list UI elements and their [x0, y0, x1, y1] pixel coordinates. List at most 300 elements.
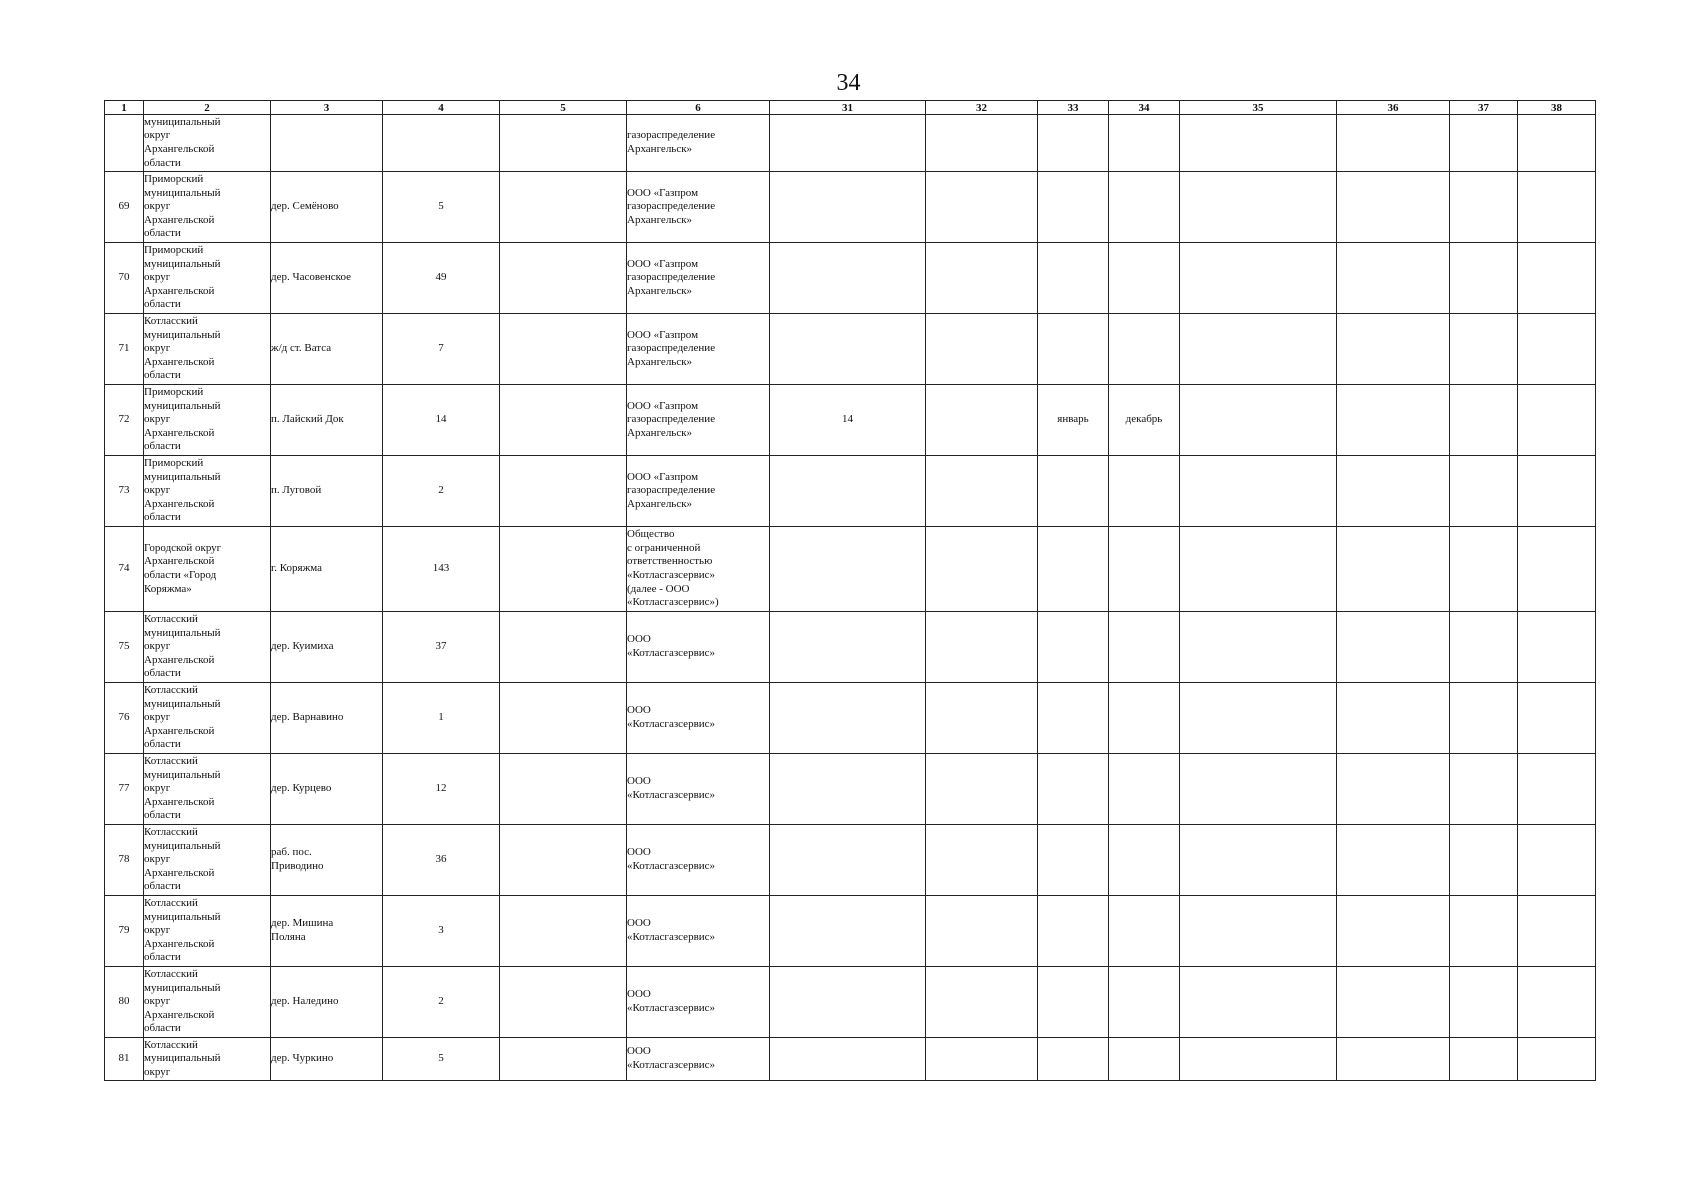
- row-number: 81: [105, 1038, 144, 1081]
- col38-cell: [1518, 314, 1596, 385]
- col35-cell: [1180, 967, 1337, 1038]
- district-cell-line: муниципальный: [144, 839, 221, 852]
- col31-cell: [770, 314, 926, 385]
- organization-cell: [627, 172, 770, 243]
- row-number: 76: [105, 683, 144, 754]
- row-number: 79: [105, 896, 144, 967]
- col35-cell: [1180, 172, 1337, 243]
- district-cell-line: области: [144, 227, 181, 240]
- district-cell-line: Котласский: [144, 968, 198, 981]
- organization-cell-line: ответственностью: [627, 555, 713, 568]
- district-cell-line: Архангельской: [144, 355, 215, 368]
- col31-cell: [770, 612, 926, 683]
- organization-cell: [627, 456, 770, 527]
- count-cell: 12: [383, 754, 500, 825]
- count-cell: 49: [383, 243, 500, 314]
- column-header-35: 35: [1180, 101, 1337, 115]
- district-cell-line: области: [144, 440, 181, 453]
- col5-cell: [500, 172, 627, 243]
- organization-cell-line: ООО: [627, 988, 651, 1001]
- settlement-cell-line: Поляна: [271, 931, 306, 943]
- organization-cell-line: «Котласгазсервис»: [627, 931, 716, 943]
- settlement-cell: [271, 1038, 383, 1081]
- settlement-cell: [271, 527, 383, 612]
- settlement-cell: [271, 825, 383, 896]
- organization-cell: [627, 683, 770, 754]
- settlement-cell: [271, 754, 383, 825]
- organization-cell: [627, 612, 770, 683]
- col34-cell: [1109, 683, 1180, 754]
- col32-cell: [926, 896, 1038, 967]
- district-cell-line: муниципальный: [144, 981, 221, 994]
- district-cell-line: Архангельской: [144, 1008, 215, 1021]
- organization-cell-line: Архангельск»: [627, 497, 693, 510]
- organization-cell: [627, 314, 770, 385]
- col33-cell: [1038, 754, 1109, 825]
- col5-cell: [500, 896, 627, 967]
- col34-cell: [1109, 115, 1180, 172]
- settlement-cell: [271, 896, 383, 967]
- settlement-cell-line: Приводино: [271, 860, 324, 872]
- column-number-row: [105, 101, 1596, 115]
- col37-cell: [1450, 314, 1518, 385]
- organization-cell-line: ООО: [627, 775, 651, 788]
- col32-cell: [926, 825, 1038, 896]
- col32-cell: [926, 314, 1038, 385]
- table-row: [105, 385, 1596, 456]
- column-header-4: 4: [383, 101, 500, 115]
- district-cell-line: Городской округ: [144, 541, 222, 554]
- col35-cell: [1180, 612, 1337, 683]
- count-cell: 143: [383, 527, 500, 612]
- district-cell-line: области «Город: [144, 569, 217, 581]
- district-cell-line: области: [144, 809, 181, 822]
- organization-cell-line: Общество: [627, 528, 675, 541]
- col31-cell: [770, 243, 926, 314]
- col31-cell: [770, 172, 926, 243]
- col31-cell: [770, 754, 926, 825]
- district-cell-line: муниципальный: [144, 697, 221, 710]
- count-cell: 5: [383, 172, 500, 243]
- table-row: [105, 314, 1596, 385]
- col31-cell: [770, 456, 926, 527]
- col38-cell: [1518, 896, 1596, 967]
- col35-cell: [1180, 314, 1337, 385]
- organization-cell: [627, 1038, 770, 1081]
- district-cell: [144, 896, 271, 967]
- settlement-cell-line: раб. пос.: [271, 846, 312, 859]
- row-number: 78: [105, 825, 144, 896]
- table-row: [105, 527, 1596, 612]
- organization-cell: [627, 754, 770, 825]
- col32-cell: [926, 967, 1038, 1038]
- district-cell-line: муниципальный: [144, 470, 221, 483]
- col33-cell: [1038, 825, 1109, 896]
- table-row: [105, 754, 1596, 825]
- count-cell: 36: [383, 825, 500, 896]
- organization-cell-line: «Котласгазсервис»: [627, 647, 716, 659]
- settlement-cell: [271, 172, 383, 243]
- organization-cell-line: ООО: [627, 917, 651, 930]
- col37-cell: [1450, 612, 1518, 683]
- district-cell: [144, 754, 271, 825]
- col33-cell: [1038, 1038, 1109, 1081]
- count-cell: 3: [383, 896, 500, 967]
- col36-cell: [1337, 683, 1450, 754]
- col33-cell: [1038, 896, 1109, 967]
- col36-cell: [1337, 527, 1450, 612]
- table-row: [105, 683, 1596, 754]
- row-number: 73: [105, 456, 144, 527]
- district-cell-line: округ: [144, 484, 171, 497]
- district-cell-line: муниципальный: [144, 626, 221, 639]
- col33-cell: [1038, 172, 1109, 243]
- district-cell-line: муниципальный: [144, 257, 221, 270]
- district-cell-line: Котласский: [144, 613, 198, 626]
- district-cell: [144, 243, 271, 314]
- organization-cell: [627, 967, 770, 1038]
- settlement-cell-line: дер. Мишина: [271, 917, 334, 930]
- col37-cell: [1450, 683, 1518, 754]
- organization-cell: [627, 825, 770, 896]
- row-number: 71: [105, 314, 144, 385]
- district-cell-line: Архангельской: [144, 724, 215, 737]
- settlement-cell-line: дер. Часовенское: [271, 271, 351, 284]
- district-cell-line: Приморский: [144, 386, 204, 399]
- col35-cell: [1180, 1038, 1337, 1081]
- organization-cell-line: Архангельск»: [627, 284, 693, 297]
- col36-cell: [1337, 896, 1450, 967]
- gasification-table: [104, 100, 1596, 1081]
- col5-cell: [500, 825, 627, 896]
- settlement-cell-line: п. Луговой: [271, 484, 322, 497]
- col38-cell: [1518, 385, 1596, 456]
- organization-cell-line: Архангельск»: [627, 355, 693, 368]
- settlement-cell: [271, 683, 383, 754]
- district-cell-line: Котласский: [144, 897, 198, 910]
- district-cell-line: Архангельской: [144, 937, 215, 950]
- district-cell: [144, 115, 271, 172]
- col38-cell: [1518, 172, 1596, 243]
- table-row: [105, 896, 1596, 967]
- col33-cell: [1038, 456, 1109, 527]
- organization-cell-line: газораспределение: [627, 342, 716, 355]
- column-header-1: 1: [105, 101, 144, 115]
- col36-cell: [1337, 314, 1450, 385]
- col35-cell: [1180, 456, 1337, 527]
- organization-cell-line: ООО «Газпром: [627, 399, 699, 412]
- district-cell-line: округ: [144, 711, 171, 724]
- settlement-cell-line: дер. Варнавино: [271, 711, 344, 724]
- organization-cell-line: ООО: [627, 846, 651, 859]
- district-cell-line: области: [144, 156, 181, 169]
- col37-cell: [1450, 456, 1518, 527]
- column-header-3: 3: [271, 101, 383, 115]
- district-cell-line: Котласский: [144, 755, 198, 768]
- organization-cell-line: с ограниченной: [627, 541, 701, 554]
- settlement-cell: [271, 385, 383, 456]
- col38-cell: [1518, 612, 1596, 683]
- col37-cell: [1450, 115, 1518, 172]
- district-cell: [144, 172, 271, 243]
- col32-cell: [926, 456, 1038, 527]
- col36-cell: [1337, 967, 1450, 1038]
- district-cell-line: округ: [144, 200, 171, 213]
- column-header-2: 2: [144, 101, 271, 115]
- col5-cell: [500, 115, 627, 172]
- row-number: [105, 115, 144, 172]
- col36-cell: [1337, 172, 1450, 243]
- col38-cell: [1518, 115, 1596, 172]
- col34-cell: [1109, 967, 1180, 1038]
- col32-cell: [926, 385, 1038, 456]
- row-number: 72: [105, 385, 144, 456]
- col34-cell: декабрь: [1109, 385, 1180, 456]
- district-cell: [144, 1038, 271, 1081]
- district-cell-line: округ: [144, 924, 171, 937]
- organization-cell-line: ООО: [627, 1045, 651, 1058]
- district-cell-line: области: [144, 369, 181, 382]
- district-cell: [144, 456, 271, 527]
- col5-cell: [500, 314, 627, 385]
- district-cell-line: муниципальный: [144, 115, 221, 128]
- col38-cell: [1518, 527, 1596, 612]
- col36-cell: [1337, 385, 1450, 456]
- district-cell-line: Архангельской: [144, 426, 215, 439]
- col31-cell: 14: [770, 385, 926, 456]
- district-cell-line: области: [144, 1022, 181, 1035]
- col35-cell: [1180, 243, 1337, 314]
- col32-cell: [926, 612, 1038, 683]
- col34-cell: [1109, 1038, 1180, 1081]
- district-cell: [144, 314, 271, 385]
- col38-cell: [1518, 243, 1596, 314]
- table-body: [105, 115, 1596, 1081]
- district-cell-line: Приморский: [144, 173, 204, 186]
- column-header-5: 5: [500, 101, 627, 115]
- col31-cell: [770, 896, 926, 967]
- col31-cell: [770, 115, 926, 172]
- count-cell: [383, 115, 500, 172]
- table-row: [105, 172, 1596, 243]
- district-cell-line: округ: [144, 129, 171, 142]
- column-header-38: 38: [1518, 101, 1596, 115]
- col31-cell: [770, 1038, 926, 1081]
- col37-cell: [1450, 896, 1518, 967]
- organization-cell-line: ООО «Газпром: [627, 470, 699, 483]
- settlement-cell: [271, 243, 383, 314]
- column-header-36: 36: [1337, 101, 1450, 115]
- district-cell-line: Архангельской: [144, 284, 215, 297]
- settlement-cell: [271, 612, 383, 683]
- col37-cell: [1450, 754, 1518, 825]
- table-row: [105, 825, 1596, 896]
- col5-cell: [500, 385, 627, 456]
- col32-cell: [926, 172, 1038, 243]
- count-cell: 1: [383, 683, 500, 754]
- col38-cell: [1518, 456, 1596, 527]
- col37-cell: [1450, 967, 1518, 1038]
- district-cell-line: Коряжма»: [144, 582, 192, 595]
- col5-cell: [500, 1038, 627, 1081]
- col31-cell: [770, 527, 926, 612]
- col32-cell: [926, 683, 1038, 754]
- col34-cell: [1109, 754, 1180, 825]
- settlement-cell-line: дер. Чуркино: [271, 1052, 334, 1065]
- district-cell: [144, 825, 271, 896]
- column-header-33: 33: [1038, 101, 1109, 115]
- district-cell-line: округ: [144, 271, 171, 284]
- district-cell-line: области: [144, 880, 181, 893]
- district-cell-line: округ: [144, 853, 171, 866]
- col33-cell: [1038, 527, 1109, 612]
- organization-cell-line: ООО «Газпром: [627, 186, 699, 199]
- district-cell-line: Котласский: [144, 1038, 198, 1051]
- col35-cell: [1180, 385, 1337, 456]
- col33-cell: [1038, 967, 1109, 1038]
- table-row: [105, 115, 1596, 172]
- organization-cell-line: газораспределение: [627, 129, 716, 142]
- table-row: [105, 456, 1596, 527]
- col31-cell: [770, 967, 926, 1038]
- col37-cell: [1450, 1038, 1518, 1081]
- organization-cell: [627, 527, 770, 612]
- organization-cell-line: «Котласгазсервис»: [627, 718, 716, 730]
- col33-cell: [1038, 243, 1109, 314]
- col34-cell: [1109, 314, 1180, 385]
- district-cell: [144, 967, 271, 1038]
- district-cell-line: области: [144, 738, 181, 751]
- count-cell: 7: [383, 314, 500, 385]
- district-cell-line: Архангельской: [144, 555, 215, 568]
- col38-cell: [1518, 967, 1596, 1038]
- settlement-cell: [271, 967, 383, 1038]
- organization-cell-line: газораспределение: [627, 413, 716, 426]
- district-cell-line: Архангельской: [144, 653, 215, 666]
- organization-cell-line: «Котласгазсервис»: [627, 860, 716, 872]
- col33-cell: [1038, 115, 1109, 172]
- col36-cell: [1337, 825, 1450, 896]
- page-number: 34: [836, 70, 861, 96]
- column-header-37: 37: [1450, 101, 1518, 115]
- col34-cell: [1109, 612, 1180, 683]
- organization-cell-line: ООО «Газпром: [627, 257, 699, 270]
- organization-cell: [627, 385, 770, 456]
- col36-cell: [1337, 243, 1450, 314]
- row-number: 75: [105, 612, 144, 683]
- settlement-cell: [271, 456, 383, 527]
- district-cell-line: области: [144, 951, 181, 964]
- settlement-cell: [271, 314, 383, 385]
- row-number: 70: [105, 243, 144, 314]
- col32-cell: [926, 527, 1038, 612]
- table-row: [105, 612, 1596, 683]
- col5-cell: [500, 243, 627, 314]
- col37-cell: [1450, 385, 1518, 456]
- organization-cell-line: газораспределение: [627, 200, 716, 213]
- organization-cell: [627, 115, 770, 172]
- col32-cell: [926, 754, 1038, 825]
- column-header-32: 32: [926, 101, 1038, 115]
- district-cell-line: Котласский: [144, 826, 198, 839]
- col37-cell: [1450, 243, 1518, 314]
- col38-cell: [1518, 825, 1596, 896]
- col37-cell: [1450, 172, 1518, 243]
- column-header-6: 6: [627, 101, 770, 115]
- col34-cell: [1109, 896, 1180, 967]
- settlement-cell-line: дер. Наледино: [271, 995, 339, 1008]
- col33-cell: [1038, 683, 1109, 754]
- col38-cell: [1518, 683, 1596, 754]
- table-row: [105, 243, 1596, 314]
- district-cell-line: округ: [144, 640, 171, 653]
- district-cell-line: Архангельской: [144, 866, 215, 879]
- district-cell-line: муниципальный: [144, 328, 221, 341]
- district-cell-line: Архангельской: [144, 795, 215, 808]
- col36-cell: [1337, 456, 1450, 527]
- col34-cell: [1109, 243, 1180, 314]
- col31-cell: [770, 825, 926, 896]
- district-cell-line: муниципальный: [144, 768, 221, 781]
- col37-cell: [1450, 527, 1518, 612]
- district-cell: [144, 385, 271, 456]
- settlement-cell-line: дер. Курцево: [271, 782, 332, 795]
- organization-cell-line: Архангельск»: [627, 426, 693, 439]
- district-cell-line: муниципальный: [144, 399, 221, 412]
- district-cell-line: области: [144, 667, 181, 680]
- column-header-34: 34: [1109, 101, 1180, 115]
- organization-cell-line: Архангельск»: [627, 213, 693, 226]
- count-cell: 37: [383, 612, 500, 683]
- col31-cell: [770, 683, 926, 754]
- col34-cell: [1109, 527, 1180, 612]
- organization-cell-line: ООО: [627, 633, 651, 646]
- col36-cell: [1337, 115, 1450, 172]
- col36-cell: [1337, 1038, 1450, 1081]
- col35-cell: [1180, 683, 1337, 754]
- settlement-cell-line: дер. Семёново: [271, 200, 339, 213]
- col37-cell: [1450, 825, 1518, 896]
- row-number: 69: [105, 172, 144, 243]
- settlement-cell-line: г. Коряжма: [271, 562, 322, 575]
- organization-cell: [627, 243, 770, 314]
- col5-cell: [500, 683, 627, 754]
- district-cell-line: Архангельской: [144, 143, 215, 155]
- organization-cell-line: «Котласгазсервис»: [627, 1059, 716, 1071]
- district-cell: [144, 612, 271, 683]
- organization-cell-line: Архангельск»: [627, 143, 693, 155]
- district-cell-line: Котласский: [144, 684, 198, 697]
- col36-cell: [1337, 754, 1450, 825]
- col33-cell: январь: [1038, 385, 1109, 456]
- col35-cell: [1180, 115, 1337, 172]
- district-cell-line: Архангельской: [144, 213, 215, 226]
- district-cell: [144, 527, 271, 612]
- col5-cell: [500, 967, 627, 1038]
- col33-cell: [1038, 612, 1109, 683]
- settlement-cell-line: п. Лайский Док: [271, 413, 344, 426]
- col5-cell: [500, 527, 627, 612]
- col34-cell: [1109, 825, 1180, 896]
- col32-cell: [926, 243, 1038, 314]
- row-number: 74: [105, 527, 144, 612]
- district-cell-line: области: [144, 298, 181, 311]
- table-row: [105, 1038, 1596, 1081]
- district-cell-line: округ: [144, 1065, 171, 1078]
- col36-cell: [1337, 612, 1450, 683]
- district-cell-line: муниципальный: [144, 1052, 221, 1065]
- col35-cell: [1180, 825, 1337, 896]
